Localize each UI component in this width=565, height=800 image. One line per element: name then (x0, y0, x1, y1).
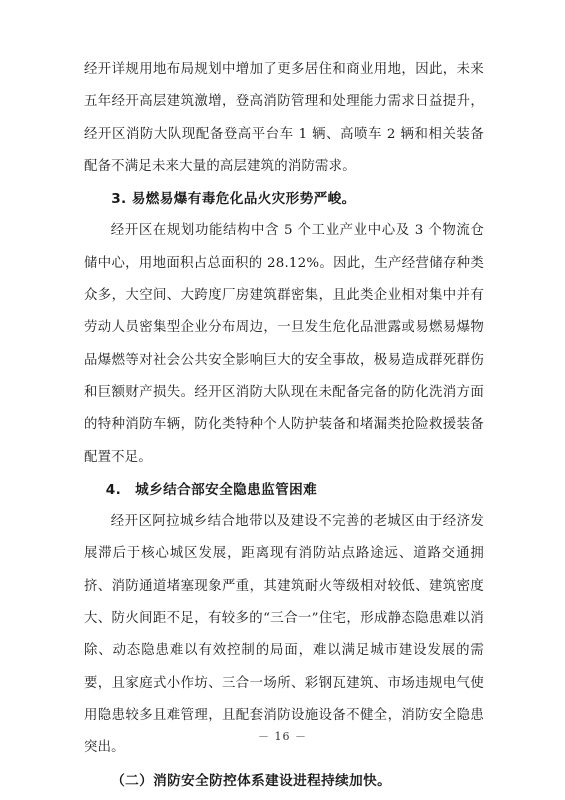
heading-prevention-system: （二）消防安全防控体系建设进程持续加快。 (111, 772, 392, 789)
heading-urban-rural-fringe: 4. 城乡结合部安全隐患监管困难 (105, 481, 318, 498)
page-number: － 16 － (258, 730, 307, 743)
paragraph-high-rise-demand: 经开详规用地布局规划中增加了更多居住和商业用地，因此，未来五年经开高层建筑激增，登高消防管理和处理能力需求日益提升，经开区消防大队现配备登高平台车 1 辆、高喷车 2 辆和相关装备配备不满足未来大量的高层建筑的消防需求。 (84, 62, 484, 174)
heading-hazardous-chemicals: 3. 易燃易爆有毒危化品火灾形势严峻。 (111, 191, 356, 208)
document-body (84, 54, 484, 797)
paragraph-hazardous-chemicals: 经开区在规划功能结构中含 5 个工业产业中心及 3 个物流仓储中心，用地面积占总面积的 28.12%。因此，生产经营储存种类众多，大空间、大跨度厂房建筑群密集，且此类企业相对集中并有劳动人员密集型企业分布周边，一旦发生危化品泄露或易燃易爆物品爆燃等对社会公共安全影响巨大的安全事故，极易造成群死群伤和巨额财产损失。经开区消防大队现在未配备完备的防化洗消方面的特种消防车辆，防化类特种个人防护装备和堵漏类抢险救援装备配置不足。 (84, 223, 484, 465)
paragraph-urban-rural-fringe: 经开区阿拉城乡结合地带以及建设不完善的老城区由于经济发展滞后于核心城区发展，距离现有消防站点路途远、道路交通拥挤、消防通道堵塞现象严重，其建筑耐火等级相对较低、建筑密度大、防火间距不足，有较多的“三合一”住宅，形成静态隐患难以消除、动态隐患难以有效控制的局面，难以满足城市建设发展的需要，且家庭式小作坊、三合一场所、彩钢瓦建筑、市场违规电气使用隐患较多且难管理，且配套消防设施设备不健全，消防安全隐患突出。 (84, 514, 484, 756)
